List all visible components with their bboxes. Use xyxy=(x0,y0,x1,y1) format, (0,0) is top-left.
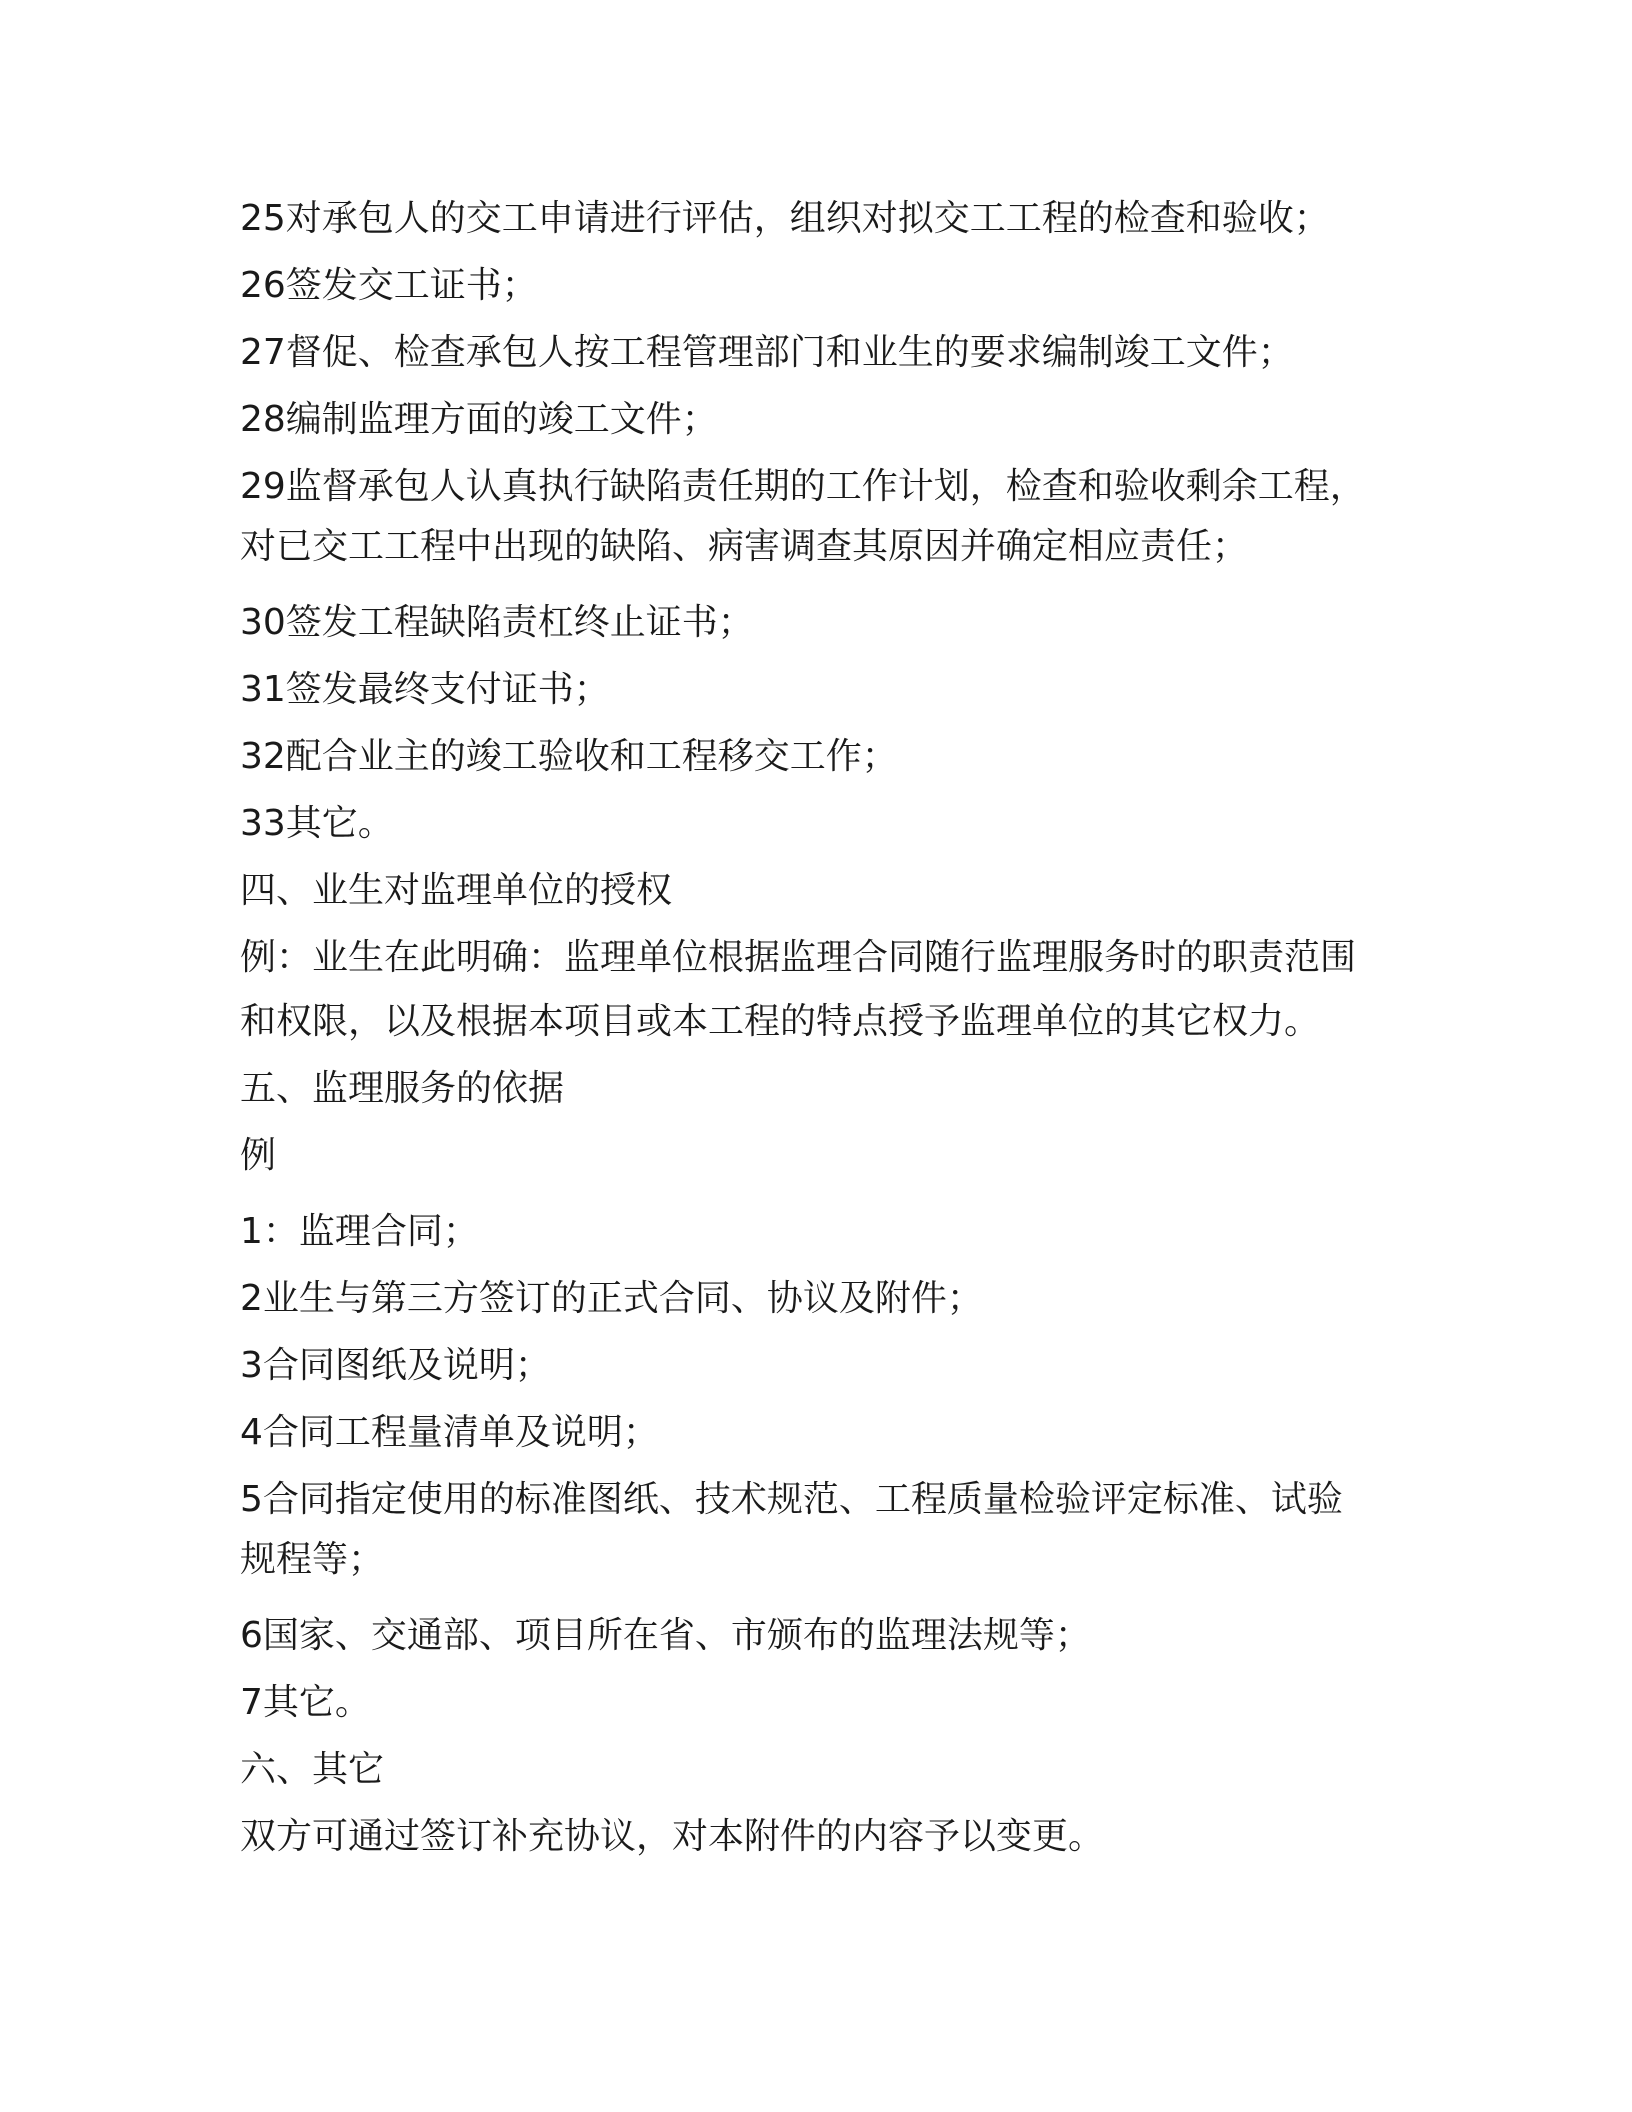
text-line: 30签发工程缺陷责杠终止证书； xyxy=(240,602,754,643)
text-line: 32配合业主的竣工验收和工程移交工作； xyxy=(240,736,898,777)
text-line: 1：监理合同； xyxy=(240,1211,479,1252)
text-line: 6国家、交通部、项目所在省、市颁布的监理法规等； xyxy=(240,1615,1091,1656)
document-body xyxy=(240,196,1400,1860)
text-line: 双方可通过签订补充协议，对本附件的内容予以变更。 xyxy=(240,1816,1105,1857)
section-heading: 六、其它 xyxy=(240,1749,385,1790)
text-line: 5合同指定使用的标准图纸、技术规范、工程质量检验评定标准、试验 xyxy=(240,1479,1343,1520)
text-line: 和权限，以及根据本项目或本工程的特点授予监理单位的其它权力。 xyxy=(240,1001,1321,1042)
text-line: 28编制监理方面的竣工文件； xyxy=(240,399,718,440)
text-line: 规程等； xyxy=(240,1539,385,1580)
text-line: 27督促、检查承包人按工程管理部门和业生的要求编制竣工文件； xyxy=(240,332,1294,373)
text-line: 例 xyxy=(240,1135,277,1176)
section-heading: 四、业生对监理单位的授权 xyxy=(240,870,673,911)
text-line: 7其它。 xyxy=(240,1682,371,1723)
text-line: 例：业生在此明确：监理单位根据监理合同随行监理服务时的职责范围 xyxy=(240,937,1357,978)
text-line: 4合同工程量清单及说明； xyxy=(240,1412,659,1453)
text-line: 25对承包人的交工申请进行评估，组织对拟交工工程的检查和验收； xyxy=(240,198,1330,239)
text-line: 33其它。 xyxy=(240,803,394,844)
text-line: 2业生与第三方签订的正式合同、协议及附件； xyxy=(240,1278,983,1319)
text-line: 26签发交工证书； xyxy=(240,265,538,306)
text-line: 3合同图纸及说明； xyxy=(240,1345,551,1386)
section-heading: 五、监理服务的依据 xyxy=(240,1068,565,1109)
text-line: 对已交工工程中出现的缺陷、病害调查其原因并确定相应责任； xyxy=(240,526,1249,567)
text-line: 31签发最终支付证书； xyxy=(240,669,610,710)
text-line: 29监督承包人认真执行缺陷责任期的工作计划，检查和验收剩余工程， xyxy=(240,466,1366,507)
